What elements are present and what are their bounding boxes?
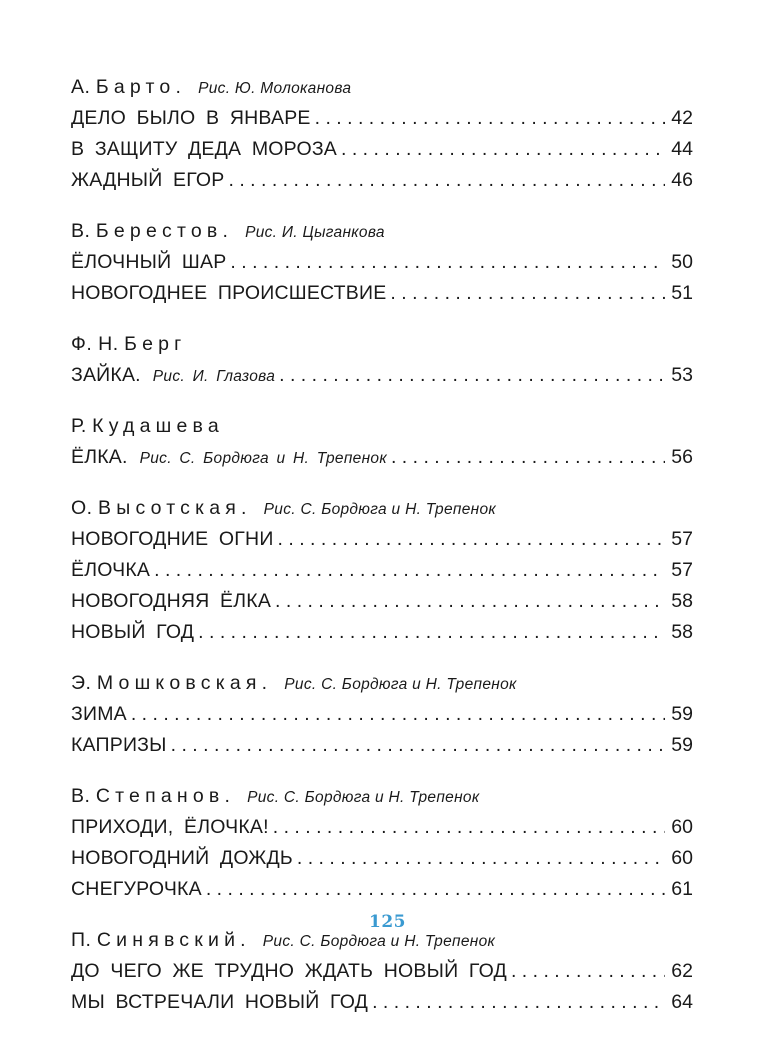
toc-entry[interactable] [71, 586, 693, 617]
entry-title: ДО ЧЕГО ЖЕ ТРУДНО ЖДАТЬ НОВЫЙ ГОД [71, 960, 507, 982]
entry-title: НОВЫЙ ГОД [71, 621, 195, 643]
author-section [71, 411, 693, 473]
author-initials: П. [71, 929, 92, 951]
entry-page-number: 57 [671, 559, 693, 581]
author-initials: Ф. Н. [71, 333, 119, 355]
author-heading [71, 72, 693, 103]
entry-title: НОВОГОДНИЕ ОГНИ [71, 528, 274, 550]
author-heading [71, 411, 693, 442]
author-section [71, 781, 693, 905]
author-surname: Синявский. [96, 929, 251, 951]
author-section [71, 72, 693, 196]
dot-leader [390, 278, 665, 309]
entry-title: ЖАДНЫЙ ЕГОР [71, 169, 225, 191]
author-surname: Мошковская. [96, 672, 273, 694]
dot-leader [198, 617, 665, 648]
dot-leader [315, 103, 665, 134]
entry-page-number: 44 [671, 138, 693, 160]
dot-leader [131, 699, 665, 730]
entry-title: ЗИМА [71, 703, 127, 725]
table-of-contents [71, 72, 693, 1038]
toc-entry[interactable] [71, 247, 693, 278]
author-initials: В. [71, 785, 91, 807]
dot-leader [372, 987, 665, 1018]
entry-title: В ЗАЩИТУ ДЕДА МОРОЗА [71, 138, 338, 160]
entry-page-number: 60 [671, 816, 693, 838]
toc-entry[interactable] [71, 843, 693, 874]
illustrator-credit: Рис. Ю. Молоканова [198, 80, 352, 97]
author-initials: Э. [71, 672, 92, 694]
entry-title: НОВОГОДНИЙ ДОЖДЬ [71, 847, 293, 869]
entry-page-number: 42 [671, 107, 693, 129]
toc-entry[interactable] [71, 278, 693, 309]
illustrator-credit: Рис. С. Бордюга и Н. Трепенок [139, 450, 387, 467]
entry-title: МЫ ВСТРЕЧАЛИ НОВЫЙ ГОД [71, 991, 369, 1013]
dot-leader [206, 874, 665, 905]
author-section [71, 668, 693, 761]
author-heading [71, 668, 693, 699]
author-surname: Степанов. [95, 785, 236, 807]
entry-title: СНЕГУРОЧКА [71, 878, 202, 900]
entry-page-number: 62 [671, 960, 693, 982]
author-heading [71, 329, 693, 360]
entry-page-number: 59 [671, 734, 693, 756]
dot-leader [229, 165, 666, 196]
entry-title: ДЕЛО БЫЛО В ЯНВАРЕ [71, 107, 311, 129]
author-section [71, 493, 693, 648]
entry-page-number: 56 [671, 446, 693, 468]
entry-title: ЁЛОЧНЫЙ ШАР [71, 251, 227, 273]
author-surname: Высотская. [98, 497, 252, 519]
entry-page-number: 58 [671, 621, 693, 643]
entry-page-number: 53 [671, 364, 693, 386]
toc-entry[interactable] [71, 617, 693, 648]
author-surname: Берестов. [95, 220, 234, 242]
author-heading [71, 781, 693, 812]
entry-page-number: 60 [671, 847, 693, 869]
dot-leader [279, 360, 665, 391]
illustrator-credit: Рис. С. Бордюга и Н. Трепенок [262, 933, 496, 950]
toc-entry[interactable] [71, 987, 693, 1018]
dot-leader [275, 586, 665, 617]
illustrator-credit: Рис. С. Бордюга и Н. Трепенок [263, 501, 496, 518]
toc-entry[interactable] [71, 874, 693, 905]
author-section [71, 925, 693, 1018]
entry-page-number: 46 [671, 169, 693, 191]
author-section [71, 329, 693, 391]
author-initials: О. [71, 497, 93, 519]
toc-entry[interactable] [71, 360, 693, 391]
toc-entry[interactable] [71, 699, 693, 730]
entry-title: ЁЛКА. [71, 446, 128, 468]
entry-page-number: 61 [671, 878, 693, 900]
toc-entry[interactable] [71, 103, 693, 134]
toc-entry[interactable] [71, 165, 693, 196]
dot-leader [273, 812, 665, 843]
author-heading [71, 493, 693, 524]
entry-page-number: 50 [671, 251, 693, 273]
illustrator-credit: Рис. И. Глазова [152, 368, 276, 385]
toc-entry[interactable] [71, 730, 693, 761]
dot-leader [391, 442, 665, 473]
entry-title: ЗАЙКА. [71, 364, 141, 386]
dot-leader [511, 956, 665, 987]
toc-entry[interactable] [71, 134, 693, 165]
author-initials: Р. [71, 415, 87, 437]
author-initials: В. [71, 220, 91, 242]
author-surname: Берг [124, 333, 187, 355]
toc-entry[interactable] [71, 555, 693, 586]
dot-leader [154, 555, 665, 586]
entry-title: ПРИХОДИ, ЁЛОЧКА! [71, 816, 269, 838]
entry-title: НОВОГОДНЯЯ ЁЛКА [71, 590, 272, 612]
toc-entry[interactable] [71, 956, 693, 987]
entry-page-number: 58 [671, 590, 693, 612]
entry-title: ЁЛОЧКА [71, 559, 151, 581]
toc-entry[interactable] [71, 812, 693, 843]
author-surname: Кудашева [92, 415, 224, 437]
dot-leader [341, 134, 665, 165]
author-section [71, 216, 693, 309]
illustrator-credit: Рис. С. Бордюга и Н. Трепенок [247, 789, 480, 806]
toc-entry[interactable] [71, 524, 693, 555]
author-surname: Барто. [95, 76, 187, 98]
entry-page-number: 57 [671, 528, 693, 550]
dot-leader [278, 524, 665, 555]
page-number: 125 [369, 912, 406, 932]
entry-page-number: 51 [671, 282, 693, 304]
illustrator-credit: Рис. И. Цыганкова [245, 224, 385, 241]
toc-entry[interactable] [71, 442, 693, 473]
entry-title: КАПРИЗЫ [71, 734, 167, 756]
dot-leader [171, 730, 665, 761]
dot-leader [230, 247, 665, 278]
entry-page-number: 64 [671, 991, 693, 1013]
dot-leader [297, 843, 665, 874]
illustrator-credit: Рис. С. Бордюга и Н. Трепенок [284, 676, 517, 693]
author-heading [71, 216, 693, 247]
entry-page-number: 59 [671, 703, 693, 725]
entry-title: НОВОГОДНЕЕ ПРОИСШЕСТВИЕ [71, 282, 387, 304]
author-initials: А. [71, 76, 91, 98]
